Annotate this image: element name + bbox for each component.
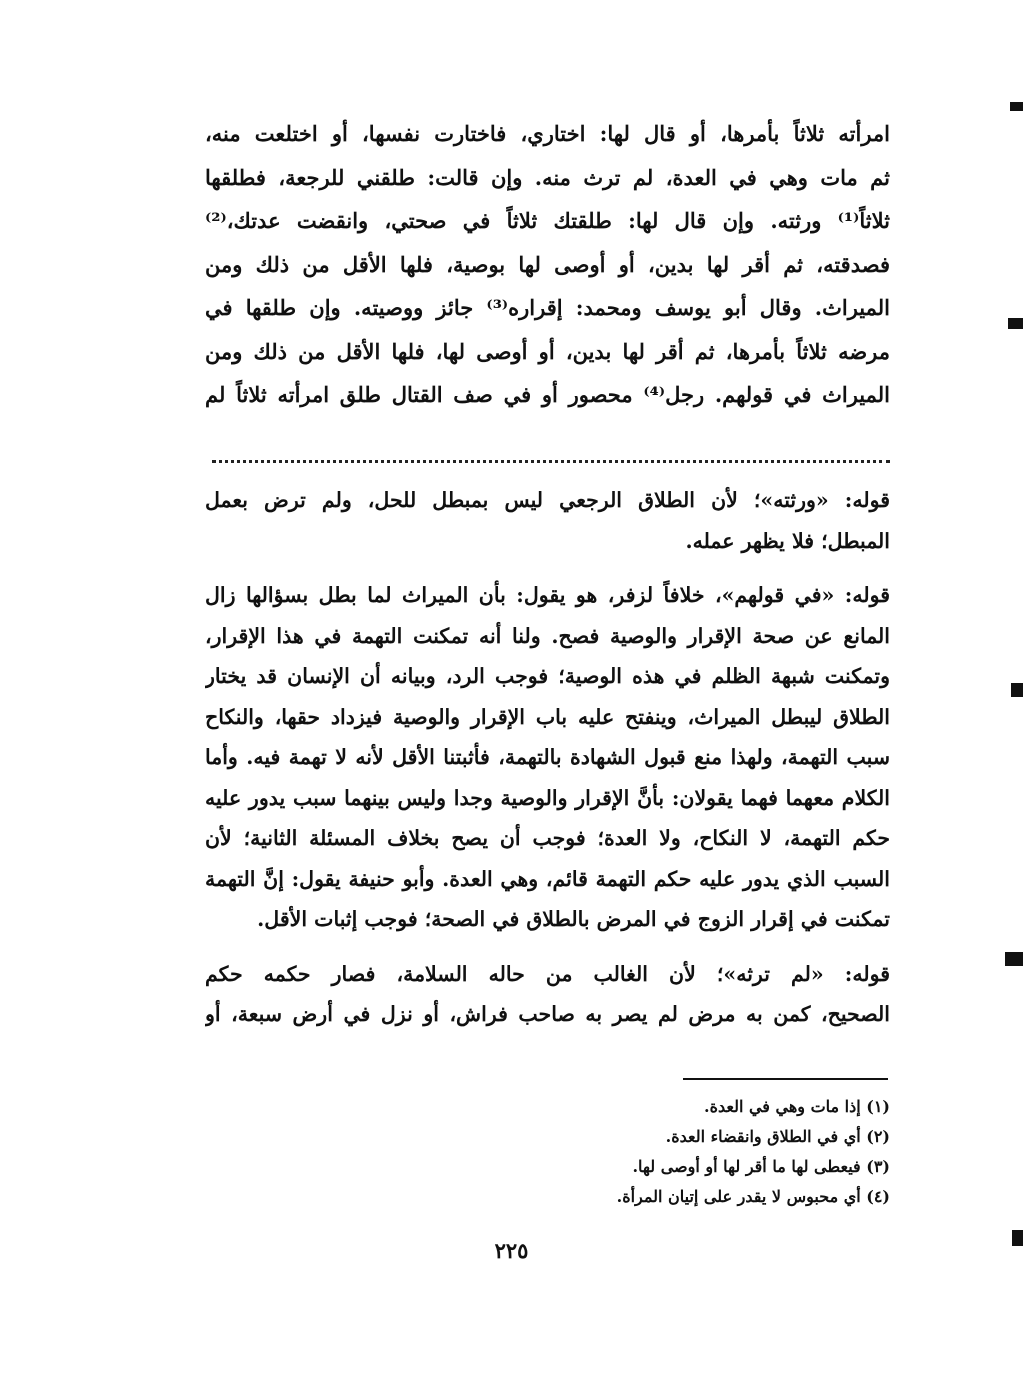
- footnote: (٣) فيعطى لها ما أقر لها أو أوصى لها.: [632, 1157, 890, 1176]
- scan-edge-mark: [1012, 1230, 1023, 1246]
- main-text-line: الميراث في قولهم. رجل⁽⁴⁾ محصور أو في صف القتال طلق امرأته ثلاثاً لم: [205, 382, 890, 407]
- commentary-line: الكلام معهما فهما يقولان: بأنَّ الإقرار والوصية وجدا وليس بينهما سبب يدور عليه: [205, 785, 890, 810]
- main-text-line: ثلاثاً⁽¹⁾ ورثته. وإن قال لها: طلقتك ثلاثاً في صحتي، وانقضت عدتك،⁽²⁾: [205, 208, 890, 233]
- footnote: (٢) أي في الطلاق وانقضاء العدة.: [665, 1127, 890, 1146]
- dotted-separator: [212, 460, 890, 463]
- commentary-paragraph: [205, 954, 890, 1035]
- commentary-line: الطلاق ليبطل الميراث، وينفتح عليه باب الإقرار والوصية فيزداد حقها، والنكاح: [205, 704, 890, 729]
- scan-edge-mark: [1005, 952, 1023, 966]
- main-text-line: ثم مات وهي في العدة، لم ترث منه. وإن قالت: طلقني للرجعة، فطلقها: [205, 164, 890, 190]
- scan-edge-mark: [1011, 683, 1023, 697]
- scan-edge-mark: [1010, 102, 1023, 111]
- commentary-line: الصحيح، كمن به مرض لم يصر به صاحب فراش، أو نزل في أرض سبعة، أو: [205, 1002, 890, 1026]
- commentary-line: تمكنت في إقرار الزوج في المرض بالطلاق في الصحة؛ فوجب إثبات الأقل.: [257, 907, 890, 931]
- commentary: [205, 480, 890, 1049]
- footnote-rule: [683, 1078, 888, 1080]
- footnote: (١) إذا مات وهي في العدة.: [704, 1097, 890, 1116]
- commentary-line: قوله: «لم ترثه»؛ لأن الغالب من حاله السلامة، فصار حكمه حكم: [205, 961, 890, 986]
- scan-edge-mark: [1008, 318, 1023, 329]
- commentary-line: سبب التهمة، ولهذا منع قبول الشهادة بالتهمة، فأثبتنا الأقل لأنه لا تهمة فيه. وأما: [205, 745, 890, 769]
- commentary-line: حكم التهمة، لا النكاح، ولا العدة؛ فوجب أن يصح بخلاف المسئلة الثانية؛ لأن: [205, 826, 890, 850]
- commentary-line: السبب الذي يدور عليه حكم التهمة قائم، وهي العدة. وأبو حنيفة يقول: إنَّ التهمة: [205, 866, 890, 891]
- main-text-line: الميراث. وقال أبو يوسف ومحمد: إقراره⁽³⁾ جائز ووصيته. وإن طلقها في: [205, 295, 890, 320]
- commentary-line: المانع عن صحة الإقرار والوصية فصح. ولنا أنه تمكنت التهمة في هذا الإقرار،: [205, 623, 890, 648]
- page-number: ٢٢٥: [494, 1238, 529, 1263]
- commentary-line: المبطل؛ فلا يظهر عمله.: [685, 528, 890, 553]
- commentary-line: وتمكنت شبهة الظلم في هذه الوصية؛ فوجب الرد، وبيانه أن الإنسان قد يختار: [205, 664, 890, 688]
- commentary-paragraph: [205, 480, 890, 561]
- footnotes: [205, 1092, 890, 1212]
- main-text: [205, 112, 890, 417]
- footnote: (٤) أي محبوس لا يقدر على إتيان المرأة.: [616, 1187, 890, 1206]
- commentary-line: قوله: «في قولهم»، خلافاً لزفر، هو يقول: بأن الميراث لما بطل بسؤالها زال: [205, 583, 890, 607]
- main-text-line: مرضه ثلاثاً بأمرها، ثم أقر لها بدين، أو أوصى لها، فلها الأقل من ذلك ومن: [205, 338, 890, 364]
- main-text-line: امرأته ثلاثاً بأمرها، أو قال لها: اختاري، فاختارت نفسها، أو اختلعت منه،: [205, 121, 890, 146]
- commentary-line: قوله: «ورثته»؛ لأن الطلاق الرجعي ليس بمبطل للحل، ولم ترض بعمل: [205, 488, 890, 512]
- main-text-line: فصدقته، ثم أقر لها بدين، أو أوصى لها بوصية، فلها الأقل من ذلك ومن: [205, 251, 890, 277]
- commentary-paragraph: [205, 575, 890, 940]
